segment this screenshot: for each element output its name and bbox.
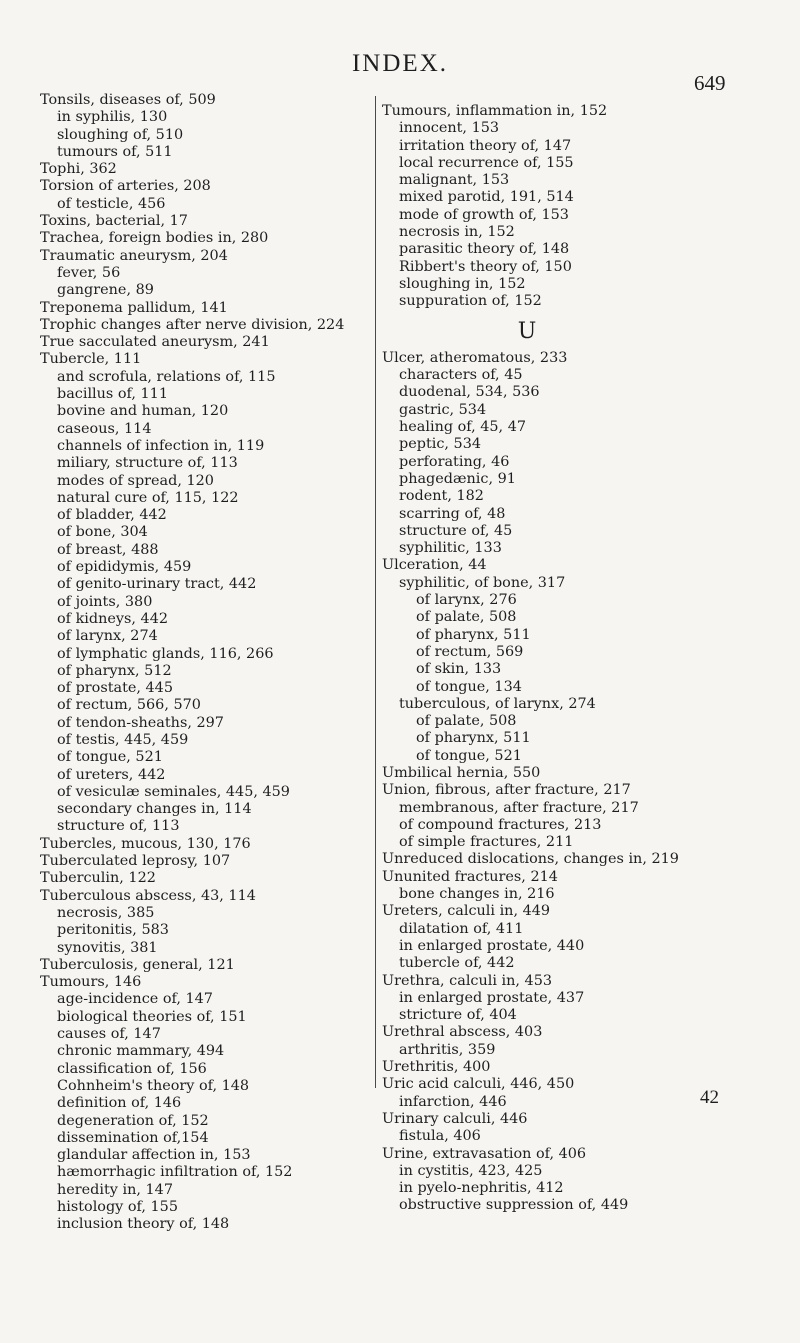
index-entry: in enlarged prostate, 440 [399, 937, 585, 954]
index-entry: of pharynx, 512 [57, 662, 172, 679]
index-entry: of pharynx, 511 [416, 626, 531, 643]
index-entry: Tuberculated leprosy, 107 [40, 853, 231, 870]
index-entry: of epididymis, 459 [57, 559, 192, 576]
index-entry: fistula, 406 [399, 1128, 481, 1145]
index-entry: age-incidence of, 147 [57, 991, 213, 1008]
index-entry: of bladder, 442 [57, 507, 167, 524]
index-entry: of genito-urinary tract, 442 [57, 576, 257, 593]
index-entry: Cohnheim's theory of, 148 [57, 1077, 250, 1094]
index-entry: Trachea, foreign bodies in, 280 [40, 230, 269, 247]
index-entry: of joints, 380 [57, 593, 153, 610]
index-entry: malignant, 153 [399, 172, 510, 189]
index-entry: caseous, 114 [57, 420, 152, 437]
index-entry: Uric acid calculi, 446, 450 [382, 1076, 575, 1093]
index-entry: Ulcer, atheromatous, 233 [382, 349, 568, 366]
index-entry: biological theories of, 151 [57, 1008, 247, 1025]
index-entry: natural cure of, 115, 122 [57, 489, 239, 506]
index-entry: bovine and human, 120 [57, 403, 229, 420]
index-entry: membranous, after fracture, 217 [399, 799, 639, 816]
index-entry: perforating, 46 [399, 453, 510, 470]
index-entry: of lymphatic glands, 116, 266 [57, 645, 274, 662]
index-entry: stricture of, 404 [399, 1007, 517, 1024]
index-entry: Tuberculin, 122 [40, 870, 156, 887]
index-entry: Tuberculous abscess, 43, 114 [40, 887, 256, 904]
index-entry: Urinary calculi, 446 [382, 1110, 528, 1127]
index-entry: syphilitic, of bone, 317 [399, 574, 566, 591]
index-entry: arthritis, 359 [399, 1041, 496, 1058]
index-entry: mixed parotid, 191, 514 [399, 189, 574, 206]
index-entry: Ureters, calculi in, 449 [382, 903, 551, 920]
index-entry: phagedænic, 91 [399, 470, 516, 487]
index-entry: parasitic theory of, 148 [399, 241, 570, 258]
index-entry: channels of infection in, 119 [57, 437, 265, 454]
right-index-column [382, 103, 712, 1215]
index-entry: classification of, 156 [57, 1060, 207, 1077]
index-entry: gangrene, 89 [57, 282, 154, 299]
index-entry: of pharynx, 511 [416, 730, 531, 747]
left-index-column [40, 92, 370, 1234]
index-entry: necrosis in, 152 [399, 224, 515, 241]
index-entry: tubercle of, 442 [399, 955, 515, 972]
index-entry: syphilitic, 133 [399, 540, 502, 557]
index-entry: Treponema pallidum, 141 [40, 299, 228, 316]
index-entry: of testis, 445, 459 [57, 731, 189, 748]
index-entry: innocent, 153 [399, 120, 500, 137]
index-entry: of larynx, 276 [416, 592, 517, 609]
index-entry: Toxins, bacterial, 17 [40, 213, 188, 230]
index-entry: True sacculated aneurysm, 241 [40, 334, 270, 351]
index-entry: Ununited fractures, 214 [382, 868, 558, 885]
index-entry: bacillus of, 111 [57, 386, 168, 403]
index-entry: of larynx, 274 [57, 628, 158, 645]
index-entry: structure of, 113 [57, 818, 180, 835]
index-entry: sloughing of, 510 [57, 126, 184, 143]
index-entry: Ribbert's theory of, 150 [399, 258, 572, 275]
index-entry: of vesiculæ seminales, 445, 459 [57, 783, 290, 800]
index-entry: secondary changes in, 114 [57, 801, 252, 818]
index-entry: Unreduced dislocations, changes in, 219 [382, 851, 679, 868]
right-index-column-top [382, 103, 712, 311]
index-entry: heredity in, 147 [57, 1181, 173, 1198]
index-entry: Tumours, 146 [40, 974, 142, 991]
index-entry: Tonsils, diseases of, 509 [40, 92, 216, 108]
index-entry: of tongue, 521 [57, 749, 163, 766]
index-entry: of breast, 488 [57, 541, 159, 558]
index-entry: of skin, 133 [416, 661, 502, 678]
index-entry: glandular affection in, 153 [57, 1147, 251, 1164]
section-letter: U [517, 318, 537, 344]
index-entry: of tendon-sheaths, 297 [57, 714, 224, 731]
index-entry: tumours of, 511 [57, 143, 173, 160]
index-entry: of simple fractures, 211 [399, 834, 574, 851]
index-entry: Urethritis, 400 [382, 1059, 491, 1076]
index-entry: causes of, 147 [57, 1026, 161, 1043]
index-entry: dilatation of, 411 [399, 920, 524, 937]
index-entry: in cystitis, 423, 425 [399, 1162, 543, 1179]
index-entry: peptic, 534 [399, 436, 482, 453]
index-entry: in enlarged prostate, 437 [399, 989, 585, 1006]
index-entry: of ureters, 442 [57, 766, 166, 783]
index-entry: Union, fibrous, after fracture, 217 [382, 782, 631, 799]
page-header-title: INDEX. [351, 50, 448, 77]
index-entry: infarction, 446 [399, 1093, 507, 1110]
index-entry: dissemination of,154 [57, 1129, 209, 1146]
index-entry: sloughing in, 152 [399, 275, 526, 292]
index-entry: Urine, extravasation of, 406 [382, 1145, 587, 1162]
right-index-column-bottom [382, 350, 712, 1215]
index-entry: definition of, 146 [57, 1095, 182, 1112]
index-entry: rodent, 182 [399, 488, 484, 505]
index-entry: obstructive suppression of, 449 [399, 1197, 629, 1214]
index-entry: bone changes in, 216 [399, 886, 555, 903]
index-entry: characters of, 45 [399, 367, 523, 384]
index-entry: of tongue, 521 [416, 747, 522, 764]
index-entry: in pyelo-nephritis, 412 [399, 1180, 564, 1197]
index-entry: inclusion theory of, 148 [57, 1216, 230, 1233]
index-entry: of palate, 508 [416, 609, 517, 626]
index-entry: synovitis, 381 [57, 939, 158, 956]
index-entry: necrosis, 385 [57, 904, 155, 921]
index-entry: peritonitis, 583 [57, 922, 169, 939]
index-entry: Trophic changes after nerve division, 224 [40, 316, 345, 333]
index-entry: of compound fractures, 213 [399, 816, 602, 833]
index-entry: irritation theory of, 147 [399, 137, 572, 154]
index-entry: Tophi, 362 [40, 161, 117, 178]
index-entry: Traumatic aneurysm, 204 [40, 247, 228, 264]
index-entry: Ulceration, 44 [382, 557, 487, 574]
index-entry: Tubercles, mucous, 130, 176 [40, 835, 251, 852]
index-entry: of kidneys, 442 [57, 610, 169, 627]
index-entry: of bone, 304 [57, 524, 148, 541]
index-entry: fever, 56 [57, 264, 121, 281]
index-entry: histology of, 155 [57, 1199, 178, 1215]
index-entry: local recurrence of, 155 [399, 154, 574, 171]
signature-mark: 42 [700, 1087, 719, 1108]
index-entry: Tuberculosis, general, 121 [40, 956, 235, 973]
index-entry: chronic mammary, 494 [57, 1043, 225, 1060]
index-entry: in syphilis, 130 [57, 109, 168, 126]
index-entry: gastric, 534 [399, 401, 487, 418]
index-entry: Tumours, inflammation in, 152 [382, 103, 608, 119]
index-entry: Torsion of arteries, 208 [40, 178, 211, 195]
index-entry: Urethral abscess, 403 [382, 1024, 543, 1041]
index-entry: and scrofula, relations of, 115 [57, 368, 276, 385]
index-entry: tuberculous, of larynx, 274 [399, 695, 596, 712]
page-number: 649 [694, 71, 726, 95]
index-entry: Urethra, calculi in, 453 [382, 972, 553, 989]
index-entry: mode of growth of, 153 [399, 206, 569, 223]
index-entry: of rectum, 569 [416, 643, 524, 660]
index-entry: suppuration of, 152 [399, 293, 542, 310]
index-entry: modes of spread, 120 [57, 472, 214, 489]
index-entry: Tubercle, 111 [40, 351, 142, 368]
index-entry: of rectum, 566, 570 [57, 697, 201, 714]
index-entry: degeneration of, 152 [57, 1112, 209, 1129]
index-entry: of palate, 508 [416, 713, 517, 730]
index-entry: of tongue, 134 [416, 678, 522, 695]
index-entry: of testicle, 456 [57, 195, 166, 212]
index-entry: of prostate, 445 [57, 680, 173, 697]
index-entry: scarring of, 48 [399, 505, 506, 522]
index-entry: Umbilical hernia, 550 [382, 764, 541, 781]
index-entry: miliary, structure of, 113 [57, 455, 238, 472]
index-entry: structure of, 45 [399, 522, 513, 539]
index-entry: duodenal, 534, 536 [399, 384, 540, 401]
index-entry: healing of, 45, 47 [399, 419, 527, 436]
index-entry: hæmorrhagic infiltration of, 152 [57, 1164, 293, 1181]
column-divider [375, 96, 376, 1088]
